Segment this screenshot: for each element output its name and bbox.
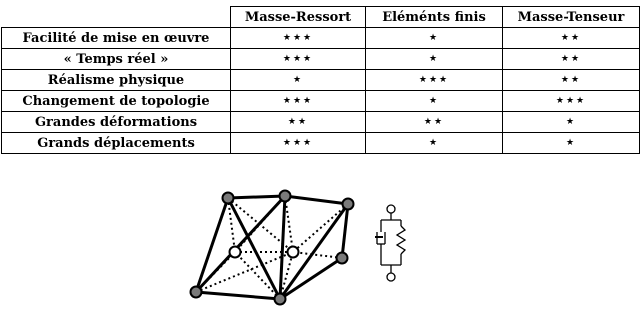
rating-stars: ★★★: [231, 49, 366, 70]
row-label: Grandes déformations: [2, 112, 231, 133]
connector-node: [387, 205, 395, 213]
rating-stars: ★★: [503, 70, 640, 91]
rating-stars: ★★★: [231, 91, 366, 112]
rating-stars: ★★: [503, 49, 640, 70]
rating-stars: ★: [366, 28, 503, 49]
corner-cell: [2, 7, 231, 28]
mesh-diagram: [191, 191, 354, 305]
mesh-node: [223, 193, 234, 204]
rating-stars: ★★★: [231, 133, 366, 154]
connector-node: [387, 273, 395, 281]
rating-stars: ★: [231, 70, 366, 91]
mesh-node: [191, 287, 202, 298]
table-row: [2, 133, 640, 154]
mesh-node: [275, 294, 286, 305]
inner-node: [230, 247, 241, 258]
rating-stars: ★: [366, 49, 503, 70]
rating-stars: ★★: [503, 28, 640, 49]
outer-edges: [196, 196, 348, 299]
table-row: [2, 28, 640, 49]
row-label: « Temps réel »: [2, 49, 231, 70]
spring-damper-icon: [375, 205, 405, 281]
rating-stars: ★: [366, 91, 503, 112]
mesh-node: [337, 253, 348, 264]
mesh-node: [343, 199, 354, 210]
table-row: [2, 49, 640, 70]
row-label: Réalisme physique: [2, 70, 231, 91]
rating-stars: ★★: [231, 112, 366, 133]
comparison-table: [1, 6, 640, 154]
table-row: [2, 70, 640, 91]
rating-stars: ★★★: [503, 91, 640, 112]
rating-stars: ★★★: [231, 28, 366, 49]
mass-tensor-mesh-figure: [185, 186, 425, 320]
column-header-masse-ressort: Masse-Ressort: [231, 7, 366, 28]
rating-stars: ★: [503, 112, 640, 133]
column-header-elements-finis: Eléménts finis: [366, 7, 503, 28]
rating-stars: ★: [503, 133, 640, 154]
row-label: Grands déplacements: [2, 133, 231, 154]
table-row: [2, 91, 640, 112]
inner-node: [288, 247, 299, 258]
row-label: Changement de topologie: [2, 91, 231, 112]
rating-stars: ★: [366, 133, 503, 154]
rating-stars: ★★: [366, 112, 503, 133]
header-row: [2, 7, 640, 28]
table-row: [2, 112, 640, 133]
rating-stars: ★★★: [366, 70, 503, 91]
mesh-node: [280, 191, 291, 202]
mesh-nodes: [191, 191, 354, 305]
row-label: Facilité de mise en œuvre: [2, 28, 231, 49]
column-header-masse-tenseur: Masse-Tenseur: [503, 7, 640, 28]
